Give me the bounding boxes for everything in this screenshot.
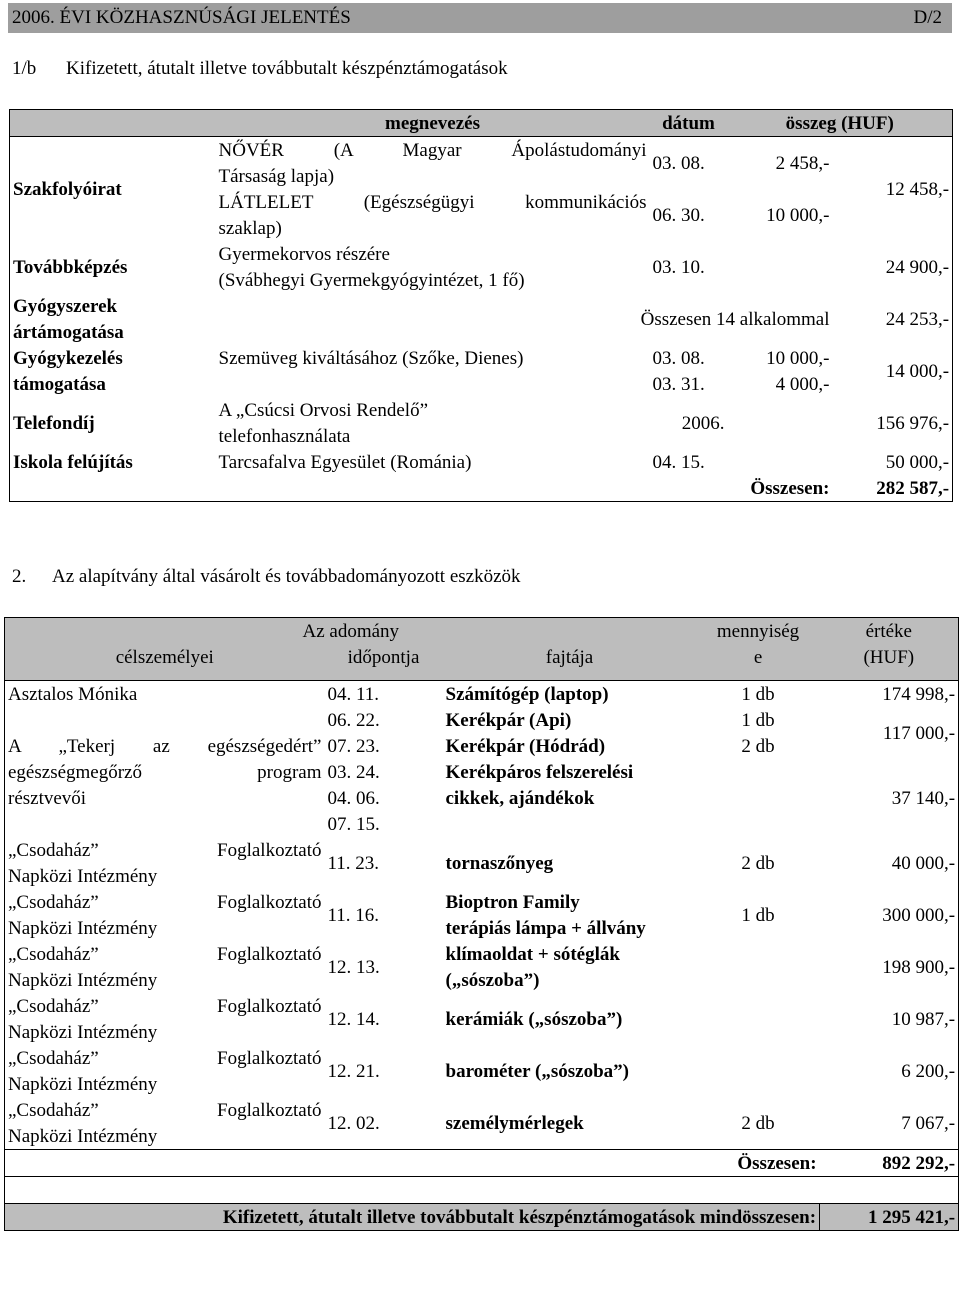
table-row [5, 759, 959, 785]
item-type-empty [443, 811, 697, 837]
recipient-name: „Csodaház” Foglalkoztató [8, 995, 322, 1017]
category-total: 12 458,- [885, 178, 950, 200]
total-amount: 892 292,- [820, 1150, 959, 1177]
item-date: 11. 23. [327, 852, 380, 874]
item-label: Tarcsafalva Egyesület (Románia) [218, 451, 472, 473]
header-amount: összeg (HUF) [728, 110, 953, 137]
item-label: LÁTLELET (Egészségügyi kommunikációs [218, 191, 647, 213]
item-type: Kerékpár (Hódrád) [445, 735, 606, 757]
item-date: 2006. [681, 412, 725, 434]
item-date: 03. 08. [652, 152, 705, 174]
item-date: 04. 11. [327, 683, 380, 705]
table-row [5, 941, 959, 967]
table-row [5, 1097, 959, 1123]
item-qty [697, 993, 820, 1045]
item-amount: 10 000,- [766, 347, 830, 369]
donated-assets-table [4, 617, 959, 1231]
table-row [5, 733, 959, 759]
recipient-name: „Csodaház” Foglalkoztató [8, 891, 322, 913]
item-label: NŐVÉR (A Magyar Ápolástudományi [218, 139, 647, 161]
header-empty [10, 110, 216, 137]
category-telefondij: Telefondíj [13, 412, 95, 434]
item-amount: 2 458,- [775, 152, 830, 174]
category-gyogykezeles-2: támogatása [13, 373, 106, 395]
header-date: dátum [650, 110, 728, 137]
item-qty: 1 db [741, 904, 775, 926]
total-row [5, 1150, 959, 1177]
item-type: személymérlegek [445, 1112, 584, 1134]
item-amount: 156 976,- [876, 412, 950, 434]
item-value: 300 000,- [882, 904, 956, 926]
table-row [10, 345, 953, 371]
header-qty: mennyiség [697, 618, 820, 645]
item-qty-empty [697, 759, 820, 837]
header-qty-2: e [697, 644, 820, 670]
page-header [8, 3, 952, 33]
table-row [10, 397, 953, 423]
table-header-row [5, 644, 959, 670]
item-date: 12. 21. [327, 1060, 380, 1082]
item-qty [697, 941, 820, 993]
section1-number: 1/b [12, 58, 37, 79]
table-row [5, 1045, 959, 1071]
recipient-name: „Csodaház” Foglalkoztató [8, 943, 322, 965]
section2-title: Az alapítvány által vásárolt és továbbadományozott eszközök [52, 566, 521, 587]
item-type: kerámiák („sószoba”) [445, 1008, 623, 1030]
cash-support-table [9, 109, 953, 502]
item-amount: 10 000,- [766, 204, 830, 226]
grand-total-amount: 1 295 421,- [820, 1204, 959, 1231]
recipient-name: „Csodaház” Foglalkoztató [8, 1099, 322, 1121]
item-type: Kerékpár (Api) [445, 709, 572, 731]
grand-total-row [5, 1204, 959, 1231]
item-date: 03. 08. [652, 347, 705, 369]
item-qty: 2 db [741, 852, 775, 874]
recipient-name: A „Tekerj az egészségedért” [8, 735, 322, 757]
spacer-row [5, 670, 959, 681]
table-row [10, 371, 953, 397]
report-title: 2006. ÉVI KÖZHASZNÚSÁGI JELENTÉS [12, 7, 351, 28]
item-date: 12. 13. [327, 956, 380, 978]
table-row [5, 889, 959, 915]
spacer-row [5, 1177, 959, 1204]
item-type: cikkek, ajándékok [445, 787, 595, 809]
category-tovabbkepzes: Továbbképzés [13, 256, 128, 278]
item-value: 40 000,- [891, 852, 956, 874]
table-header-row [5, 618, 959, 645]
item-date: 06. 22. [327, 709, 380, 731]
table-row [5, 681, 959, 708]
item-type: tornaszőnyeg [445, 852, 554, 874]
header-date: időpontja [325, 644, 443, 670]
table-row [10, 449, 953, 475]
item-type: klímaoldat + sótéglák [445, 943, 620, 965]
item-value: 198 900,- [882, 956, 956, 978]
item-label: Összesen 14 alkalommal [640, 308, 830, 330]
item-date: 12. 14. [327, 1008, 380, 1030]
table-row [10, 293, 953, 319]
recipient-name: „Csodaház” Foglalkoztató [8, 839, 322, 861]
header-value: értéke [820, 618, 959, 645]
item-value: 117 000,- [882, 722, 956, 744]
header-type: fajtája [443, 644, 697, 670]
item-date: 04. 06. [327, 787, 380, 809]
item-date: 07. 23. [327, 735, 380, 757]
item-date: 04. 15. [652, 451, 705, 473]
item-amount: 24 253,- [885, 308, 950, 330]
item-amount: 50 000,- [885, 451, 950, 473]
category-total: 14 000,- [885, 360, 950, 382]
item-value: 7 067,- [901, 1112, 956, 1134]
table-row [5, 993, 959, 1019]
header-value-2: (HUF) [820, 644, 959, 670]
recipient-name: Napközi Intézmény [8, 865, 158, 887]
total-amount: 282 587,- [876, 477, 950, 499]
section1-title: Kifizetett, átutalt illetve továbbutalt készpénztámogatások [66, 58, 508, 79]
item-type: Számítógép (laptop) [445, 683, 609, 705]
header-recipients: célszemélyei [5, 644, 325, 670]
recipient-name: egészségmegőrző program [8, 761, 322, 783]
recipient-name: Napközi Intézmény [8, 969, 158, 991]
item-label-empty [216, 371, 650, 397]
item-label: A „Csúcsi Orvosi Rendelő” [218, 399, 429, 421]
recipient-name-empty [5, 707, 325, 733]
grand-total-label: Kifizetett, átutalt illetve továbbutalt készpénztámogatások mindösszesen: [5, 1204, 820, 1231]
table-header-row [10, 110, 953, 137]
item-type: terápiás lámpa + állvány [445, 917, 646, 939]
item-amount: 4 000,- [775, 373, 830, 395]
recipient-name: Napközi Intézmény [8, 1073, 158, 1095]
item-date: 07. 15. [327, 813, 380, 835]
table-row [10, 137, 953, 164]
section1-heading [12, 58, 508, 80]
recipient-name-empty [5, 811, 325, 837]
recipient-name: Napközi Intézmény [8, 917, 158, 939]
item-qty: 1 db [741, 709, 775, 731]
table-row [10, 241, 953, 267]
category-szakfolyoirat: Szakfolyóirat [13, 178, 122, 200]
category-gyogykezeles: Gyógykezelés [13, 347, 123, 369]
item-type: barométer („sószoba”) [445, 1060, 629, 1082]
item-label: szaklap) [218, 217, 282, 239]
item-date: 03. 10. [652, 256, 705, 278]
recipient-name: Napközi Intézmény [8, 1021, 158, 1043]
item-date: 03. 31. [652, 373, 705, 395]
item-date: 06. 30. [652, 204, 705, 226]
item-value: 174 998,- [882, 683, 956, 705]
item-label: Gyermekorvos részére [218, 243, 390, 265]
table-row [5, 707, 959, 733]
total-row [10, 475, 953, 502]
item-value: 10 987,- [891, 1008, 956, 1030]
item-amount: 24 900,- [885, 256, 950, 278]
section2-heading [12, 566, 521, 588]
item-label: Szemüveg kiváltásához (Szőke, Dienes) [218, 347, 524, 369]
header-name: megnevezés [216, 110, 650, 137]
recipient-name: „Csodaház” Foglalkoztató [8, 1047, 322, 1069]
item-type: Bioptron Family [445, 891, 580, 913]
category-gyogyszerek: Gyógyszerek [13, 295, 118, 317]
category-iskola: Iskola felújítás [13, 451, 133, 473]
item-qty: 2 db [741, 1112, 775, 1134]
item-qty: 2 db [741, 735, 775, 757]
item-type: („sószoba”) [445, 969, 540, 991]
item-label: telefonhasználata [218, 425, 351, 447]
item-qty: 1 db [741, 683, 775, 705]
recipient-name: Asztalos Mónika [8, 683, 138, 705]
item-date: 03. 24. [327, 761, 380, 783]
section2-number: 2. [12, 566, 27, 587]
item-type: Kerékpáros felszerelési [445, 761, 634, 783]
header-group: Az adomány [5, 618, 697, 645]
item-date: 12. 02. [327, 1112, 380, 1134]
item-label: (Svábhegyi Gyermekgyógyintézet, 1 fő) [218, 269, 525, 291]
total-label: Összesen: [750, 477, 830, 499]
total-label: Összesen: [5, 1150, 820, 1177]
item-qty [697, 1045, 820, 1097]
page-number: D/2 [913, 7, 942, 28]
recipient-name: résztvevői [8, 787, 87, 809]
item-date: 11. 16. [327, 904, 380, 926]
item-value: 6 200,- [901, 1060, 956, 1082]
item-label: Társaság lapja) [218, 165, 335, 187]
item-value: 37 140,- [891, 787, 956, 809]
recipient-name: Napközi Intézmény [8, 1125, 158, 1147]
table-row [5, 837, 959, 863]
category-gyogyszerek-2: ártámogatása [13, 321, 124, 343]
